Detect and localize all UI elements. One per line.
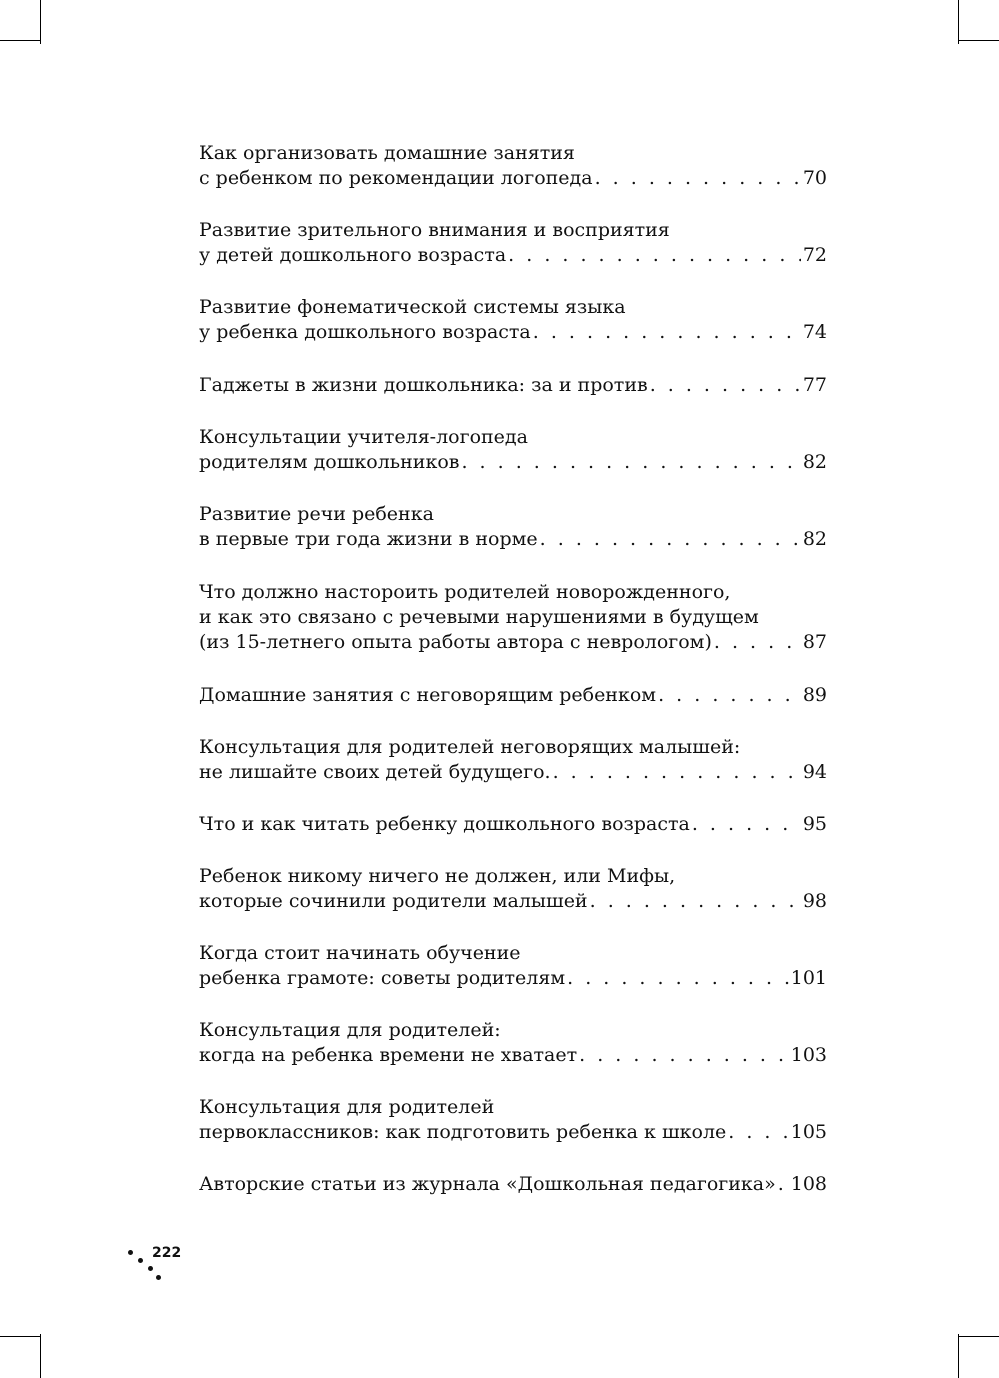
toc-entry-title-line: Консультации учителя-логопеда	[199, 426, 528, 448]
crop-mark-top-left-horizontal	[0, 40, 40, 41]
toc-entry-title-line: ребенка грамоте: советы родителям	[199, 967, 566, 989]
toc-entry-title-line: в первые три года жизни в норме	[199, 528, 538, 550]
toc-entry-title-line: Консультация для родителей:	[199, 1019, 501, 1041]
toc-entry	[199, 1018, 827, 1068]
toc-entry-title-line: первоклассников: как подготовить ребенка к школе	[199, 1121, 727, 1143]
toc-entry-title-line: Развитие зрительного внимания и восприятия	[199, 219, 670, 241]
toc-entry-last-line	[199, 812, 827, 837]
toc-entry-title-line: Что должно настороить родителей новорожденного,	[199, 581, 731, 603]
toc-entry-title-line: Консультация для родителей	[199, 1096, 495, 1118]
dot-leader	[595, 166, 801, 191]
dot-leader	[658, 683, 801, 708]
dot-leader	[508, 243, 801, 268]
toc-entry-title-line: которые сочинили родители малышей	[199, 890, 588, 912]
toc-entry-title-line: (из 15-летнего опыта работы автора с неврологом)	[199, 631, 712, 653]
toc-entry-title-line: Что и как читать ребенку дошкольного возраста	[199, 813, 690, 835]
toc-entry	[199, 864, 827, 914]
toc-entry	[199, 1095, 827, 1145]
page-number: 222	[152, 1245, 182, 1261]
toc-entry-page-number: 105	[790, 1121, 827, 1143]
toc-entry-title-line: и как это связано с речевыми нарушениями в будущем	[199, 606, 759, 628]
toc-entry-title-line: у детей дошкольного возраста	[199, 244, 507, 266]
crop-mark-bottom-left-vertical	[40, 1334, 41, 1378]
toc-entry-last-line	[199, 1172, 827, 1197]
dot-leader	[553, 760, 801, 785]
toc-entry-last-line	[199, 166, 827, 191]
toc-entry-last-line	[199, 760, 827, 785]
folio-dot-4	[156, 1275, 161, 1280]
toc-entry-title-line: Как организовать домашние занятия	[199, 142, 575, 164]
toc-entry-page-number: 108	[790, 1173, 827, 1195]
toc-entry-title-line: Авторские статьи из журнала «Дошкольная педагогика»	[199, 1173, 776, 1195]
toc-entry-page-number: 95	[802, 813, 827, 835]
toc-entry-title-line: Ребенок никому ничего не должен, или Мифы,	[199, 865, 676, 887]
dot-leader	[692, 812, 801, 837]
toc-entry-title-line: Развитие речи ребенка	[199, 503, 434, 525]
toc-entry-page-number: 89	[802, 684, 827, 706]
toc-entry-page-number: 87	[802, 631, 827, 653]
dot-leader	[579, 1043, 789, 1068]
toc-entry-last-line	[199, 450, 827, 475]
toc-entry-page-number: 82	[802, 451, 827, 473]
dot-leader	[778, 1172, 789, 1197]
toc-entry-title-line: у ребенка дошкольного возраста	[199, 321, 531, 343]
toc-entry-title-line: когда на ребенка времени не хватает	[199, 1044, 578, 1066]
toc-entry-title-line: не лишайте своих детей будущего.	[199, 761, 551, 783]
toc-entry-page-number: 94	[802, 761, 827, 783]
crop-mark-bottom-right-vertical	[958, 1334, 959, 1378]
toc-entry-page-number: 103	[790, 1044, 827, 1066]
page-folio	[128, 1244, 188, 1284]
dot-leader	[567, 966, 789, 991]
folio-dot-1	[128, 1250, 133, 1255]
toc-entry-last-line	[199, 320, 827, 345]
toc-entry-last-line	[199, 527, 827, 552]
toc-entry	[199, 941, 827, 991]
crop-mark-top-right-horizontal	[959, 40, 999, 41]
dot-leader	[590, 889, 801, 914]
toc-entry	[199, 502, 827, 552]
toc-entry-page-number: 77	[802, 374, 827, 396]
toc-entry-last-line	[199, 889, 827, 914]
folio-dot-2	[138, 1258, 143, 1263]
toc-entry-page-number: 72	[802, 244, 827, 266]
toc-entry-last-line	[199, 630, 827, 655]
crop-mark-top-right-vertical	[958, 0, 959, 44]
toc-entry-title-line: с ребенком по рекомендации логопеда	[199, 167, 593, 189]
toc-entry-last-line	[199, 683, 827, 708]
toc-entry-title-line: Консультация для родителей неговорящих малышей:	[199, 736, 741, 758]
toc-entry-page-number: 82	[802, 528, 827, 550]
toc-entry-last-line	[199, 1120, 827, 1145]
toc-entry-title-line: Развитие фонематической системы языка	[199, 296, 626, 318]
toc-entry-page-number: 74	[802, 321, 827, 343]
toc-entry-last-line	[199, 243, 827, 268]
toc-entry	[199, 580, 827, 655]
toc-entry-title-line: Гаджеты в жизни дошкольника: за и против	[199, 374, 648, 396]
toc-entry-title-line: Когда стоит начинать обучение	[199, 942, 521, 964]
toc-entry-page-number: 70	[802, 167, 827, 189]
toc-entry	[199, 373, 827, 398]
toc-entry	[199, 295, 827, 345]
dot-leader	[533, 320, 801, 345]
toc-entry-last-line	[199, 373, 827, 398]
toc-entry	[199, 735, 827, 785]
toc-entry-last-line	[199, 966, 827, 991]
toc-entry-page-number: 98	[802, 890, 827, 912]
toc-entry	[199, 812, 827, 837]
toc-entry-title-line: Домашние занятия с неговорящим ребенком	[199, 684, 657, 706]
dot-leader	[650, 373, 801, 398]
toc-entry	[199, 425, 827, 475]
crop-mark-bottom-right-horizontal	[959, 1336, 999, 1337]
toc-entry	[199, 141, 827, 191]
toc-entry	[199, 218, 827, 268]
crop-mark-bottom-left-horizontal	[0, 1336, 40, 1337]
dot-leader	[728, 1120, 788, 1145]
toc-entry	[199, 683, 827, 708]
toc-entry	[199, 1172, 827, 1197]
crop-mark-top-left-vertical	[40, 0, 41, 44]
dot-leader	[714, 630, 801, 655]
dot-leader	[461, 450, 800, 475]
folio-dot-3	[148, 1266, 153, 1271]
dot-leader	[540, 527, 801, 552]
toc-entry-last-line	[199, 1043, 827, 1068]
toc-entry-title-line: родителям дошкольников	[199, 451, 460, 473]
toc-entry-page-number: 101	[790, 967, 827, 989]
